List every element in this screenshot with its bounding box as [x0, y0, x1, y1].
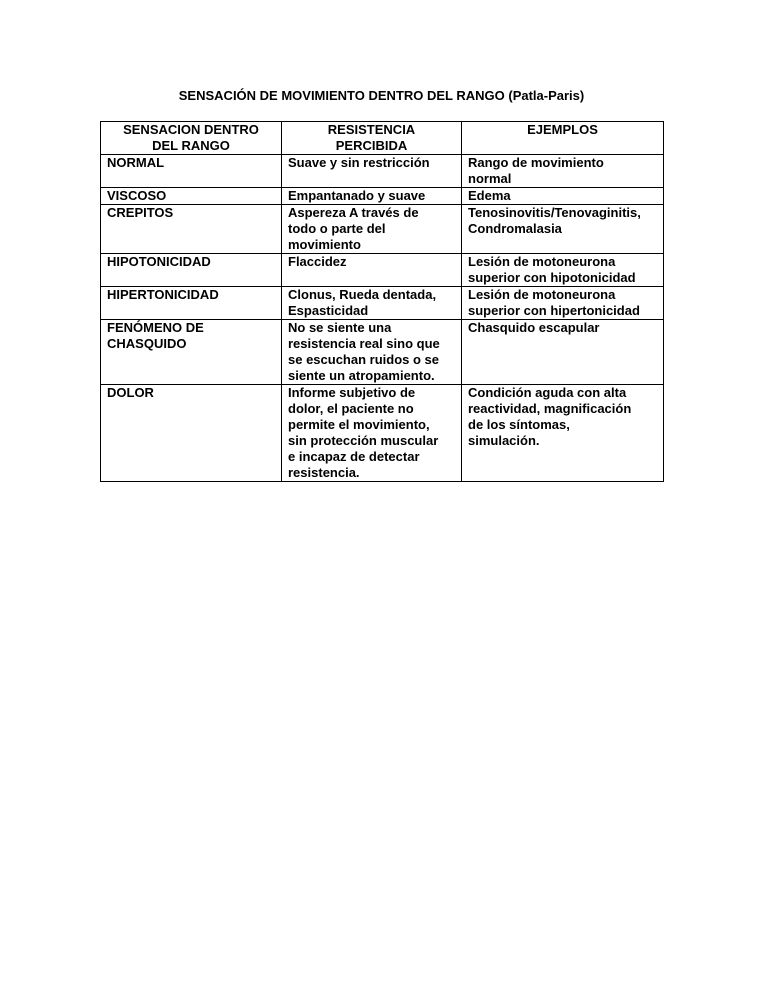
cell-examples: Rango de movimiento normal — [462, 155, 664, 188]
table-row — [101, 155, 664, 188]
cell-examples: Edema — [462, 188, 664, 205]
cell-sensation: HIPERTONICIDAD — [101, 287, 282, 320]
table-row — [101, 188, 664, 205]
range-of-motion-table — [100, 121, 664, 482]
header-sensation: SENSACION DENTRO DEL RANGO — [101, 122, 282, 155]
cell-resistance: Suave y sin restricción — [282, 155, 462, 188]
page-title: SENSACIÓN DE MOVIMIENTO DENTRO DEL RANGO (Patla-Paris) — [178, 88, 585, 103]
cell-resistance: Empantanado y suave — [282, 188, 462, 205]
cell-resistance: Aspereza A través de todo o parte del movimiento — [282, 205, 462, 254]
cell-resistance: Flaccidez — [282, 254, 462, 287]
cell-sensation: VISCOSO — [101, 188, 282, 205]
cell-examples: Chasquido escapular — [462, 320, 664, 385]
cell-examples: Lesión de motoneurona superior con hipotonicidad — [462, 254, 664, 287]
cell-resistance: No se siente una resistencia real sino que se escuchan ruidos o se siente un atropamiento. — [282, 320, 462, 385]
table-row — [101, 205, 664, 254]
cell-examples: Tenosinovitis/Tenovaginitis, Condromalasia — [462, 205, 664, 254]
cell-examples: Condición aguda con alta reactividad, magnificación de los síntomas, simulación. — [462, 385, 664, 482]
cell-sensation: FENÓMENO DE CHASQUIDO — [101, 320, 282, 385]
table-row — [101, 287, 664, 320]
cell-sensation: DOLOR — [101, 385, 282, 482]
cell-sensation: HIPOTONICIDAD — [101, 254, 282, 287]
cell-sensation: NORMAL — [101, 155, 282, 188]
cell-sensation: CREPITOS — [101, 205, 282, 254]
header-examples: EJEMPLOS — [462, 122, 664, 155]
cell-resistance: Informe subjetivo de dolor, el paciente no permite el movimiento, sin protección muscular e incapaz de detectar resistencia. — [282, 385, 462, 482]
table-row — [101, 254, 664, 287]
cell-resistance: Clonus, Rueda dentada, Espasticidad — [282, 287, 462, 320]
table-row — [101, 385, 664, 482]
table-row — [101, 320, 664, 385]
table-header-row — [101, 122, 664, 155]
header-resistance: RESISTENCIA PERCIBIDA — [282, 122, 462, 155]
cell-examples: Lesión de motoneurona superior con hipertonicidad — [462, 287, 664, 320]
